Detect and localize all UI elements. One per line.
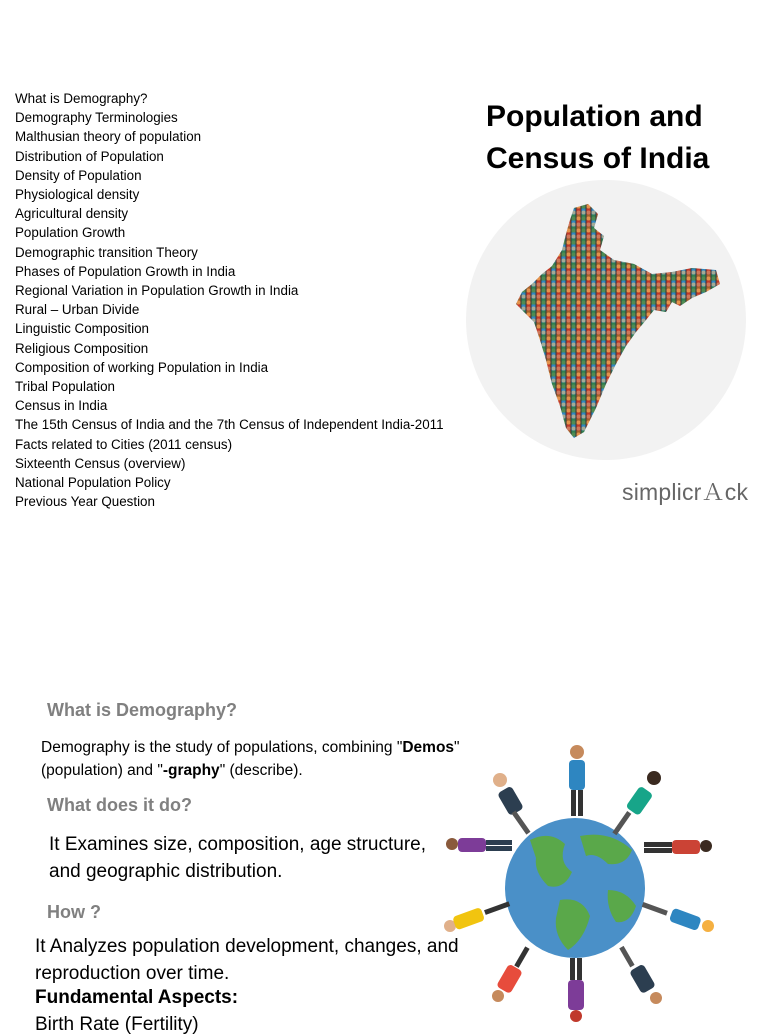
brand-logo: simplicrＡck [622,479,749,505]
topic-item: Population Growth [15,225,126,241]
topic-list [15,89,444,511]
section-heading: How ? [47,902,101,922]
slide-title [486,96,756,180]
title-line-1: Population and [486,100,703,133]
slide-what-is-demography [0,680,768,1035]
definition-text: " (describe). [219,762,303,779]
globe-illustration [440,740,720,1024]
topic-item: Physiological density [15,187,140,203]
topic-item: Facts related to Cities (2011 census) [15,436,233,452]
topic-item: What is Demography? [15,91,148,106]
section-heading: What is Demography? [47,700,238,720]
india-map-of-people-icon [466,180,746,460]
section-heading: What does it do? [47,795,192,815]
topic-item: Census in India [15,398,108,414]
fundamental-aspects-heading: Fundamental Aspects: [35,987,239,1008]
topic-item: Religious Composition [15,340,149,356]
section-paragraph: It Analyzes population development, changes, and reproduction over time. [35,936,459,984]
topic-item: Rural – Urban Divide [15,302,140,318]
title-line-2: Census of India [486,142,710,175]
topic-item: Linguistic Composition [15,321,149,337]
globe-with-people-icon [440,740,720,1024]
topic-item: Malthusian theory of population [15,129,202,145]
topic-item: Density of Population [15,167,142,183]
topic-item: Demography Terminologies [15,110,178,126]
topic-item: Phases of Population Growth in India [15,263,236,279]
india-map-illustration [466,180,746,460]
topic-item: Regional Variation in Population Growth in India [15,283,299,299]
topic-item: Previous Year Question [15,494,155,510]
definition-text: " (population) and " [41,739,460,779]
definition-bold-term: -graphy [162,762,220,779]
section-paragraph: It Examines size, composition, age structure, and geographic distribution. [49,834,426,882]
definition-text: Demography is the study of populations, combining " [41,739,403,756]
topic-item: Demographic transition Theory [15,244,198,260]
topic-item: The 15th Census of India and the 7th Census of Independent India-2011 [15,417,444,433]
definition-bold-term: Demos [402,739,455,756]
topic-item: Tribal Population [15,379,115,395]
topic-item: National Population Policy [15,475,171,491]
topic-item: Composition of working Population in India [15,359,269,375]
topic-item: Agricultural density [15,206,129,222]
topic-item: Sixteenth Census (overview) [15,455,186,471]
topic-item: Distribution of Population [15,148,164,164]
birth-rate-item: Birth Rate (Fertility) [35,1014,199,1035]
